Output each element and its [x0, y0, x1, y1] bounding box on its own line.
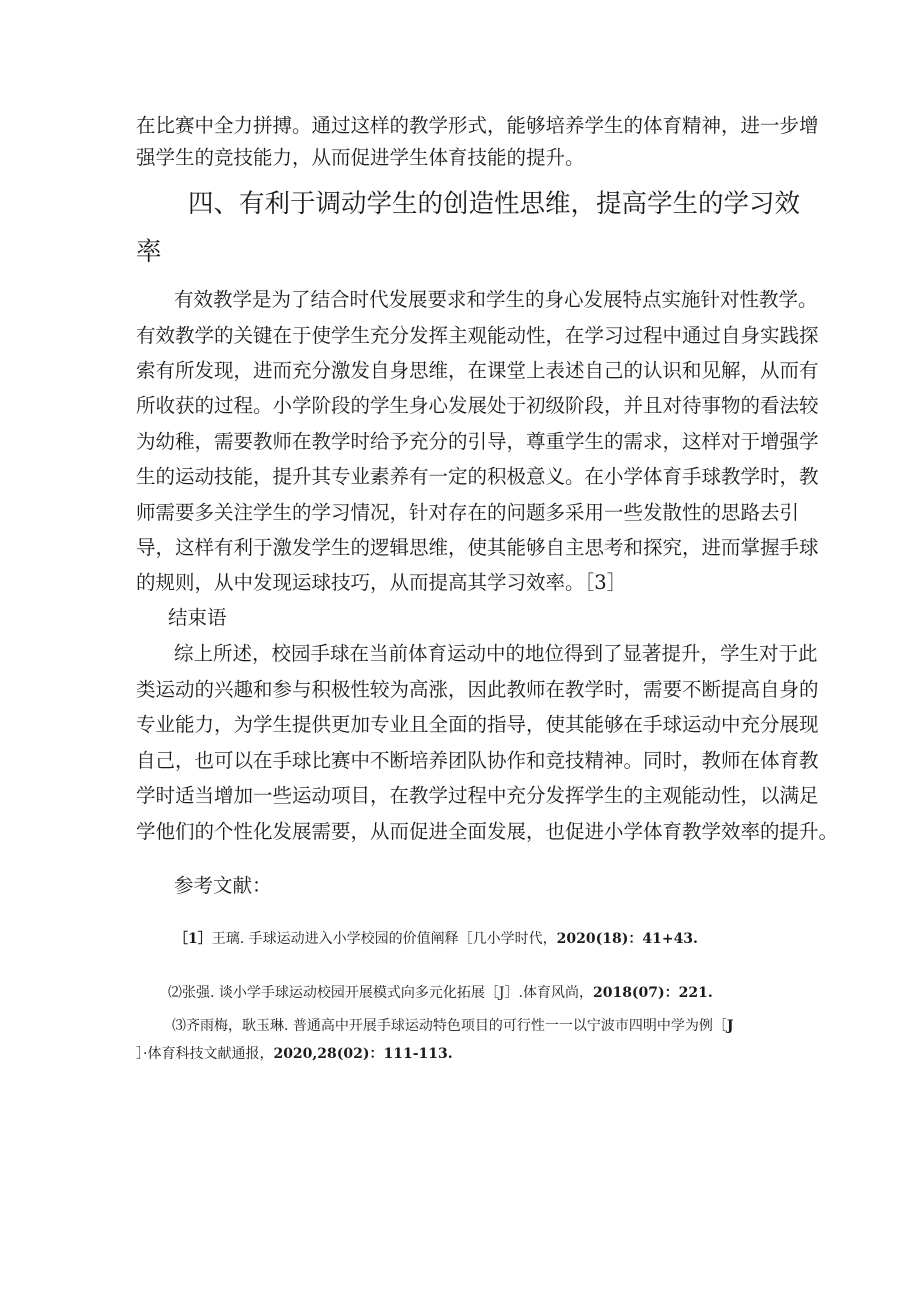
reference-number: ⑵	[168, 985, 182, 1001]
paragraph-line: 生的运动技能，提升其专业素养有一定的积极意义。在小学体育手球教学时，教	[136, 465, 819, 488]
paragraph-line: 自己，也可以在手球比赛中不断培养团队协作和竞技精神。同时，教师在体育教	[136, 749, 819, 772]
paragraph-line: 专业能力，为学生提供更加专业且全面的指导，使其能够在手球运动中充分展现	[136, 713, 819, 736]
paragraph-line: 所收获的过程。小学阶段的学生身心发展处于初级阶段，并且对待事物的看法较	[136, 394, 819, 417]
reference-item	[136, 1044, 453, 1064]
reference-number: ⑶	[172, 1018, 186, 1034]
reference-text: 齐雨梅，耿玉琳. 普通高中开展手球运动特色项目的可行性一一以宁波市四明中学为例［	[186, 1018, 727, 1034]
section-heading: 四、有利于调动学生的创造性思维，提高学生的学习效	[188, 189, 801, 219]
reference-item	[174, 929, 698, 949]
paragraph-line: 在比赛中全力拼搏。通过这样的教学形式，能够培养学生的体育精神，进一步增	[136, 114, 819, 137]
paragraph-line: 类运动的兴趣和参与积极性较为高涨，因此教师在教学时，需要不断提高自身的	[136, 678, 819, 701]
paragraph-line: 导，这样有利于激发学生的逻辑思维，使其能够自主思考和探究，进而掌握手球	[136, 536, 819, 559]
reference-text: 王璃. 手球运动进入小学校园的价值阐释［几小学时代，	[211, 931, 557, 947]
paragraph-line: 综上所述，校园手球在当前体育运动中的地位得到了显著提升，学生对于此	[174, 642, 818, 665]
paragraph-line: 师需要多关注学生的学习情况，针对存在的问题多采用一些发散性的思路去引	[136, 501, 800, 524]
paragraph-line: 有效教学的关键在于使学生充分发挥主观能动性，在学习过程中通过自身实践探	[136, 324, 819, 347]
section-heading: 率	[136, 237, 162, 267]
reference-number: ［1］	[174, 931, 212, 947]
reference-item	[172, 1016, 734, 1036]
paragraph-line: 有效教学是为了结合时代发展要求和学生的身心发展特点实施针对性教学。	[174, 288, 818, 311]
paragraph-line: 为幼稚，需要教师在教学时给予充分的引导，尊重学生的需求，这样对于增强学	[136, 430, 819, 453]
conclusion-title: 结束语	[168, 606, 227, 629]
reference-text: ］·体育科技文献通报，	[136, 1046, 274, 1062]
reference-item	[168, 983, 713, 1003]
paragraph-line: 索有所发现，进而充分激发自身思维，在课堂上表述自己的认识和见解，从而有	[136, 359, 819, 382]
reference-text: 张强. 谈小学手球运动校园开展模式向多元化拓展［J］.体育风尚，	[182, 985, 593, 1001]
paragraph-line: 学时适当增加一些运动项目，在教学过程中充分发挥学生的主观能动性，以满足	[136, 784, 819, 807]
paragraph-line: 强学生的竞技能力，从而促进学生体育技能的提升。	[136, 146, 585, 169]
reference-tail: 2020(18)：41+43.	[556, 931, 698, 947]
reference-tail: 2020,28(02)：111-113.	[273, 1046, 453, 1062]
references-title: 参考文献：	[174, 874, 272, 897]
paragraph-line: 学他们的个性化发展需要，从而促进全面发展，也促进小学体育教学效率的提升。	[136, 820, 839, 843]
reference-tail: J	[726, 1018, 734, 1034]
paragraph-line: 的规则，从中发现运球技巧，从而提高其学习效率。［3］	[136, 571, 627, 594]
reference-tail: 2018(07)：221.	[592, 985, 713, 1001]
